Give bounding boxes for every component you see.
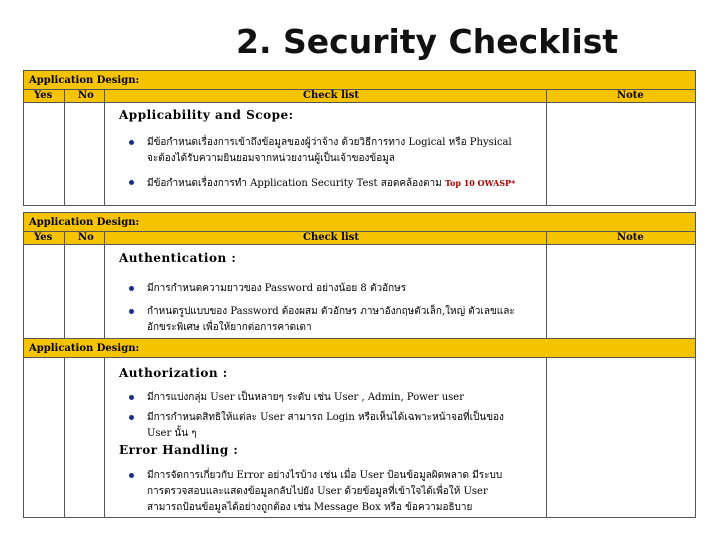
bullet-icon	[129, 286, 134, 291]
column-header-row	[24, 232, 695, 245]
list-item: มีข้อกำหนดเรื่องการเข้าถึงข้อมูลของผู้ว่าจ้าง ด้วยวิธีการทาง Logical หรือ Physical จะต้องได้รับความยินยอมจากหน่วยงานผู้เป็นเจ้าของข้อมูล	[147, 135, 512, 167]
panel-header: Application Design:	[24, 213, 695, 232]
panel-header: Application Design:	[24, 339, 695, 358]
section-heading: Error Handling :	[119, 443, 239, 457]
owasp-reference: Top 10 OWASP*	[444, 178, 516, 188]
bullet-icon	[129, 309, 134, 314]
section-heading: Authentication :	[119, 251, 237, 265]
checklist-panel-3	[23, 338, 696, 518]
col-no: No	[78, 232, 94, 243]
col-note: Note	[617, 90, 644, 101]
col-checklist: Check list	[303, 90, 359, 101]
bullet-icon	[129, 395, 134, 400]
list-item: มีข้อกำหนดเรื่องการทำ Application Security Test สอดคล้องตาม Top 10 OWASP*	[147, 175, 515, 192]
list-item: มีการกำหนดความยาวของ Password อย่างน้อย 8 ตัวอักษร	[147, 281, 406, 297]
checklist-panel-2	[23, 212, 696, 342]
panel-body	[24, 245, 695, 342]
slide-title: 2. Security Checklist	[236, 22, 619, 61]
list-item: มีการกำหนดสิทธิให้แต่ละ User สามารถ Login หรือเห็นได้เฉพาะหน้าจอที่เป็นของ User นั้น ๆ	[147, 410, 504, 442]
section-heading: Applicability and Scope:	[119, 108, 294, 122]
checklist-panel-1	[23, 70, 696, 206]
section-heading: Authorization :	[119, 366, 228, 380]
bullet-icon	[129, 140, 134, 145]
col-note: Note	[617, 232, 644, 243]
list-item: กำหนดรูปแบบของ Password ต้องผสม ตัวอักษร ภาษาอังกฤษตัวเล็ก,ใหญ่ ตัวเลขและ อักขระพิเศษ เพื่อให้ยากต่อการคาดเดา	[147, 304, 515, 336]
col-checklist: Check list	[303, 232, 359, 243]
panel-body	[24, 103, 695, 206]
list-item: มีการจัดการเกี่ยวกับ Error อย่างไรบ้าง เช่น เมื่อ User ป้อนข้อมูลผิดพลาด มีระบบ การตรวจสอบและแสดงข้อมูลกลับไปยัง User ด้วยข้อมูลที่เข้าใจได้เพื่อให้ User สามารถป้อนข้อมูลได้อย่างถูกต้อง เช่น Message Box หรือ ข้อความอธิบาย	[147, 468, 502, 516]
col-yes: Yes	[34, 232, 53, 243]
panel-body	[24, 358, 695, 518]
col-no: No	[78, 90, 94, 101]
list-item: มีการแบ่งกลุ่ม User เป็นหลายๆ ระดับ เช่น User , Admin, Power user	[147, 390, 464, 406]
col-yes: Yes	[34, 90, 53, 101]
bullet-icon	[129, 473, 134, 478]
bullet-icon	[129, 180, 134, 185]
panel-header: Application Design:	[24, 71, 695, 90]
bullet-icon	[129, 415, 134, 420]
column-header-row	[24, 90, 695, 103]
